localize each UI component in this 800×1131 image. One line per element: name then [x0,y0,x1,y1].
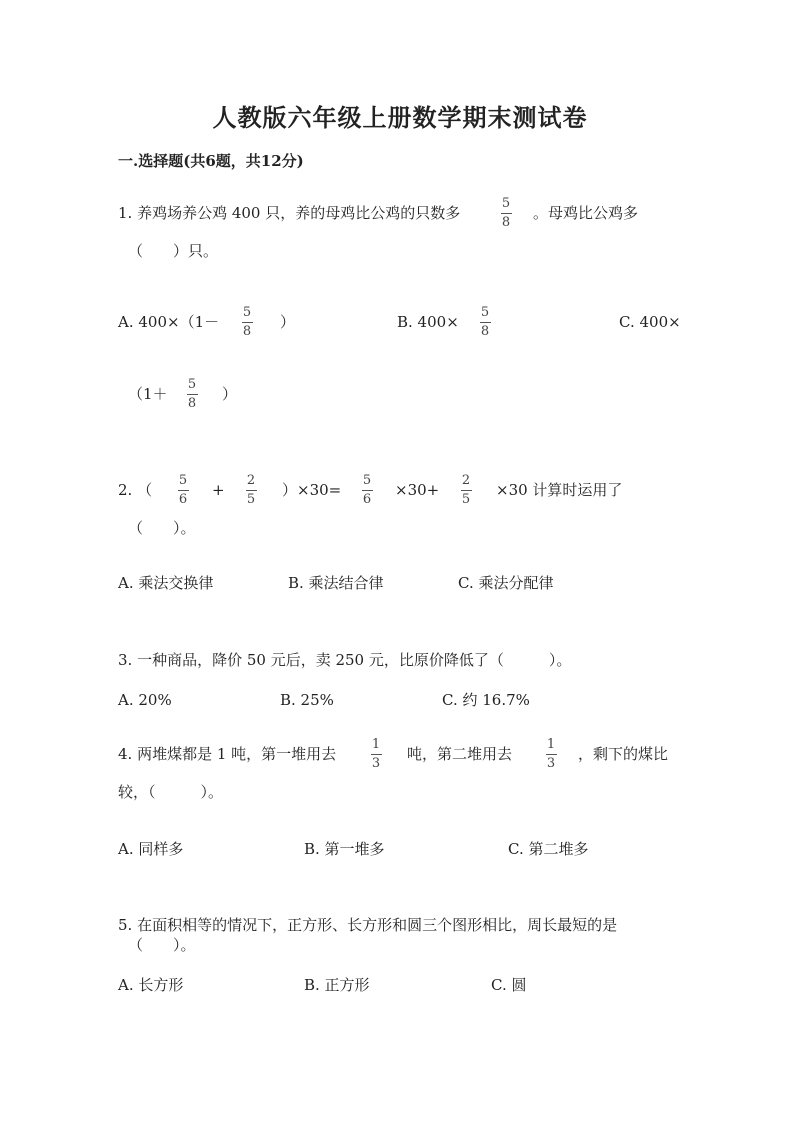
fraction-denominator: 5 [246,492,256,507]
fraction-numerator: 5 [187,377,197,392]
q5-option-a: A. 长方形 [118,976,184,994]
q1-text-part2: 。母鸡比公鸡多 [533,204,639,222]
page-title: 人教版六年级上册数学期末测试卷 [212,103,588,132]
q1-text-part1: 1. 养鸡场养公鸡 400 只，养的母鸡比公鸡的只数多 [118,204,461,222]
q2-option-b: B. 乘法结合律 [288,574,384,592]
q5-text-line1: 5. 在面积相等的情况下，正方形、长方形和圆三个图形相比，周长最短的是 [118,916,618,934]
q4-text-line2: 较，（ ）。 [118,783,224,801]
fraction-denominator: 6 [178,492,188,507]
section-heading: 一.选择题(共6题，共12分) [118,152,304,170]
fraction-denominator: 3 [371,756,381,771]
q4-option-c: C. 第二堆多 [508,840,589,858]
q1-option-b: B. 400× [397,313,459,331]
q3-option-c: C. 约 16.7% [442,691,530,709]
q2-fraction-4 [458,474,474,507]
q4-option-b: B. 第一堆多 [304,840,385,858]
q1-option-c-part1: C. 400× [619,313,681,331]
fraction-numerator: 2 [461,473,471,488]
q1-text-line2: （ ）只。 [128,242,219,260]
q1-option-c-part2: （1＋ [128,385,168,403]
q5-text-line2: （ ）。 [128,936,196,954]
fraction-denominator: 3 [546,756,556,771]
fraction-numerator: 1 [371,737,381,752]
fraction-numerator: 5 [242,305,252,320]
fraction-denominator: 8 [242,324,252,339]
q5-option-c: C. 圆 [491,976,527,994]
fraction-denominator: 6 [362,492,372,507]
fraction-numerator: 5 [480,305,490,320]
q1-option-b-fraction [477,306,493,339]
fraction-numerator: 5 [501,196,511,211]
fraction-denominator: 5 [461,492,471,507]
q3-option-a: A. 20% [118,691,172,709]
fraction-denominator: 8 [480,324,490,339]
q4-text-part2: 吨，第二堆用去 [407,745,513,763]
q2-plus: + [212,481,225,499]
fraction-denominator: 8 [187,396,197,411]
q2-text-line2: （ ）。 [128,519,196,537]
q4-fraction-1 [368,738,384,771]
q1-option-a-part2: ） [280,313,296,331]
fraction-numerator: 1 [546,737,556,752]
q1-option-c-part3: ） [222,385,238,403]
q2-text-mid2: ×30+ [395,481,440,499]
q2-text-open: 2. （ [118,481,153,499]
q1-option-c-fraction [184,378,200,411]
q1-option-a-part1: A. 400×（1－ [118,313,220,331]
q2-fraction-3 [359,474,375,507]
q2-option-a: A. 乘法交换律 [118,574,214,592]
q2-text-mid: ）×30= [282,481,342,499]
q2-option-c: C. 乘法分配律 [458,574,554,592]
fraction-numerator: 5 [178,473,188,488]
q3-text: 3. 一种商品，降价 50 元后，卖 250 元，比原价降低了（ ）。 [118,651,572,669]
q4-text-part1: 4. 两堆煤都是 1 吨，第一堆用去 [118,745,337,763]
q2-text-tail: ×30 计算时运用了 [496,481,623,499]
q1-fraction [498,197,514,230]
fraction-numerator: 5 [362,473,372,488]
q2-fraction-2 [243,474,259,507]
q2-fraction-1 [175,474,191,507]
q3-option-b: B. 25% [280,691,334,709]
q4-option-a: A. 同样多 [118,840,184,858]
q1-option-a-fraction [239,306,255,339]
q4-text-part3: ，剩下的煤比 [578,745,669,763]
fraction-denominator: 8 [501,215,511,230]
q5-option-b: B. 正方形 [304,976,370,994]
fraction-numerator: 2 [246,473,256,488]
q4-fraction-2 [543,738,559,771]
